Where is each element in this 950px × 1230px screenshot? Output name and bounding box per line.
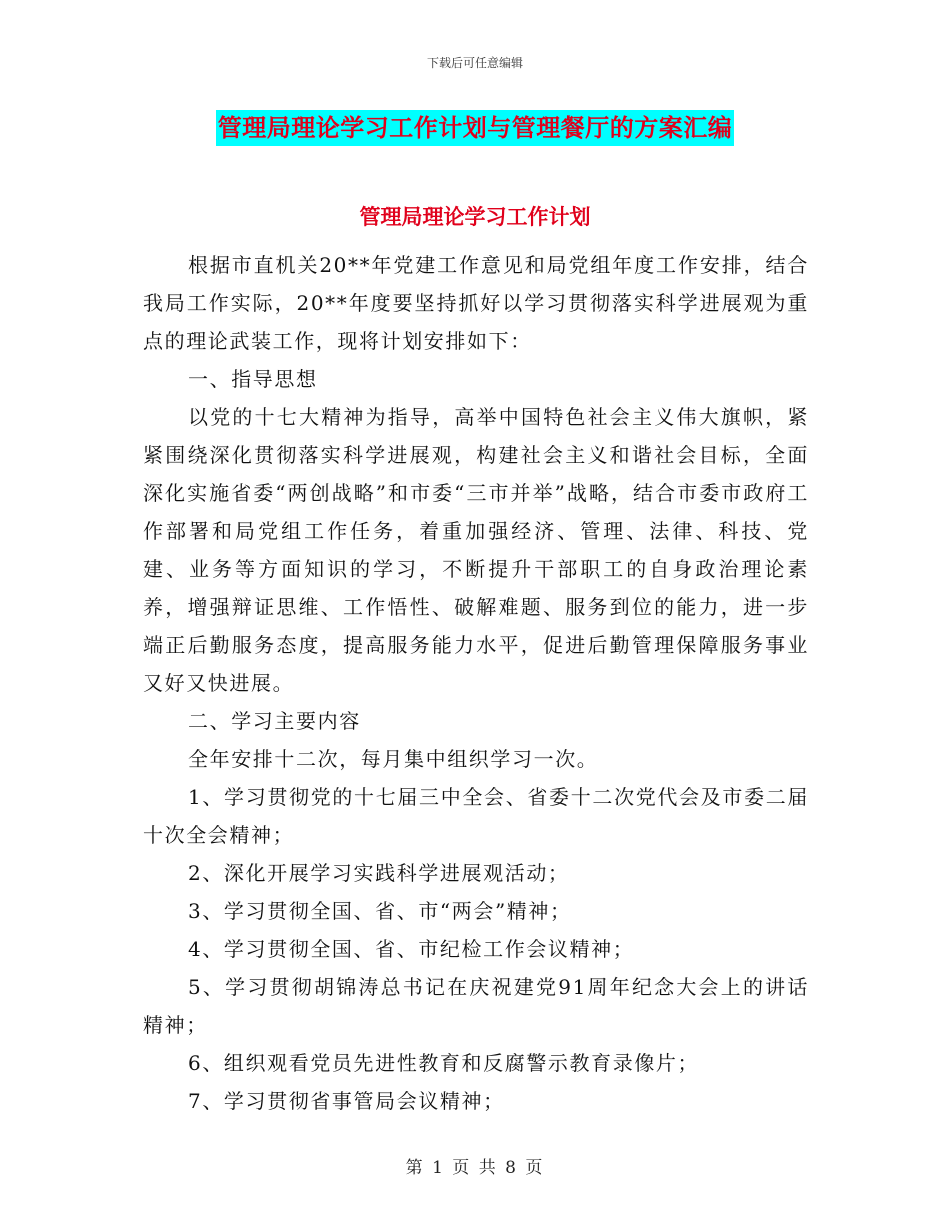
heading-guiding-thought: 一、指导思想 bbox=[188, 367, 318, 391]
paragraph-schedule: 全年安排十二次，每月集中组织学习一次。 bbox=[188, 747, 599, 771]
list-item-6: 6、组织观看党员先进性教育和反腐警示教育录像片； bbox=[188, 1051, 700, 1075]
document-body bbox=[143, 246, 809, 1120]
paragraph-guiding-thought: 以党的十七大精神为指导，高举中国特色社会主义伟大旗帜，紧紧围绕深化贯彻落实科学进展观，构建社会主义和谐社会目标，全面深化实施省委“两创战略”和市委“三市并举”战略，结合市委市政府工作部署和局党组工作任务，着重加强经济、管理、法律、科技、党建、业务等方面知识的学习，不断提升干部职工的自身政治理论素养，增强辩证思维、工作悟性、破解难题、服务到位的能力，进一步端正后勤服务态度，提高服务能力水平，促进后勤管理保障服务事业又好又快进展。 bbox=[143, 405, 809, 695]
list-item-2: 2、深化开展学习实践科学进展观活动； bbox=[188, 861, 570, 885]
page-footer: 第 1 页 共 8 页 bbox=[405, 1158, 545, 1178]
header-note: 下载后可任意编辑 bbox=[426, 56, 523, 70]
main-title-wrap bbox=[0, 110, 950, 146]
paragraph-intro: 根据市直机关20**年党建工作意见和局党组年度工作安排，结合我局工作实际，20**年度要坚持抓好以学习贯彻落实科学进展观为重点的理论武装工作，现将计划安排如下： bbox=[143, 253, 809, 353]
section-title: 管理局理论学习工作计划 bbox=[359, 205, 591, 229]
list-item-7: 7、学习贯彻省事管局会议精神； bbox=[188, 1089, 505, 1113]
heading-main-content: 二、学习主要内容 bbox=[188, 709, 361, 733]
list-item-5: 5、学习贯彻胡锦涛总书记在庆祝建党91周年纪念大会上的讲话精神； bbox=[143, 975, 809, 1037]
list-item-3: 3、学习贯彻全国、省、市“两会”精神； bbox=[188, 899, 572, 923]
list-item-1: 1、学习贯彻党的十七届三中全会、省委十二次党代会及市委二届十次全会精神； bbox=[143, 785, 809, 847]
main-title: 管理局理论学习工作计划与管理餐厅的方案汇编 bbox=[216, 110, 735, 146]
list-item-4: 4、学习贯彻全国、省、市纪检工作会议精神； bbox=[188, 937, 635, 961]
